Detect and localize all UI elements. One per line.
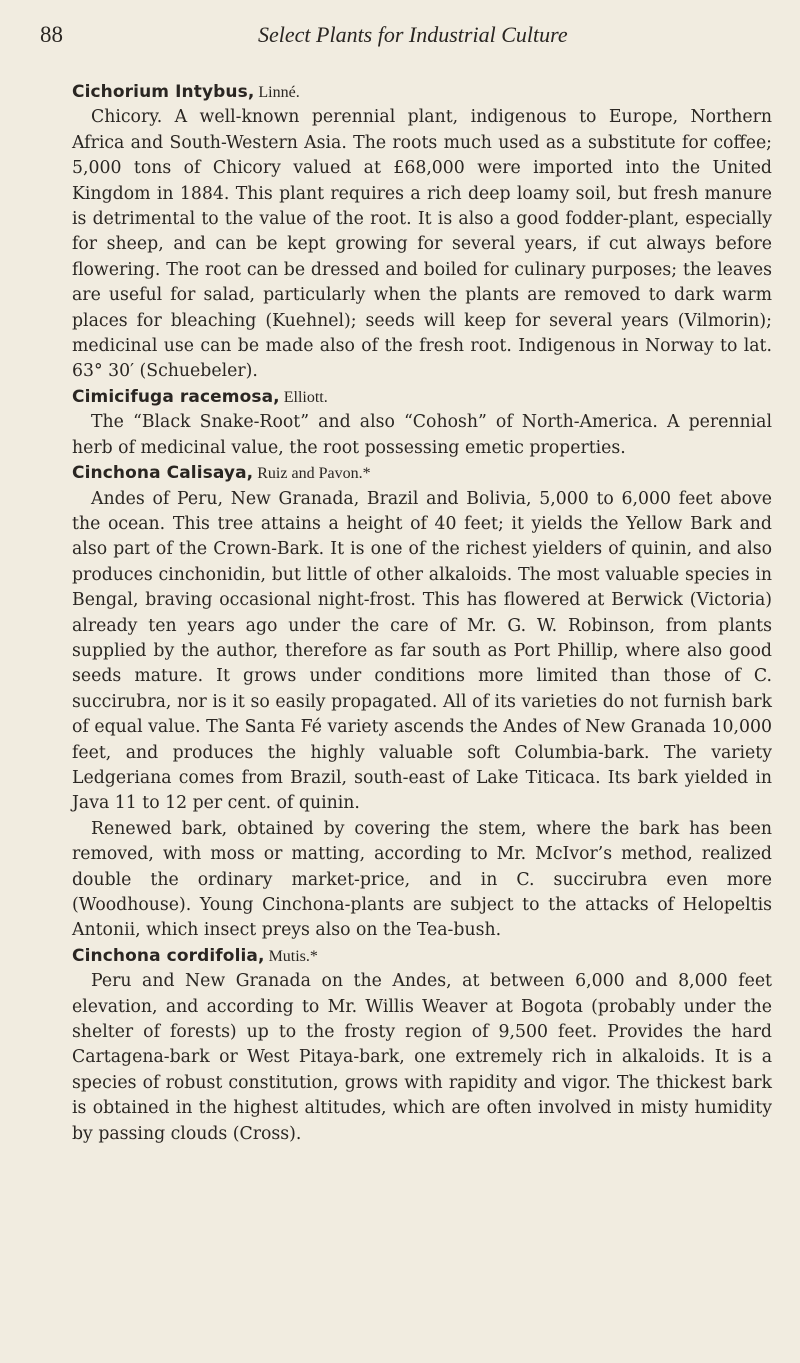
entry-cichorium-intybus (72, 80, 772, 385)
entry-heading (72, 80, 772, 105)
species-authority: Mutis.* (268, 947, 318, 965)
species-name: Cinchona Calisaya, (72, 463, 254, 484)
entry-heading (72, 385, 772, 410)
species-authority: Elliott. (283, 388, 328, 406)
entry-cinchona-calisaya (72, 461, 772, 944)
entry-paragraph: The “Black Snake-Root” and also “Cohosh” of North-America. A perennial herb of medicinal value, the root possessing emetic properties. (72, 412, 772, 458)
entry-heading (72, 461, 772, 486)
running-title: Select Plants for Industrial Culture (258, 22, 568, 47)
species-authority: Linné. (258, 84, 300, 101)
entry-heading (72, 944, 772, 969)
entry-cinchona-cordifolia (72, 944, 772, 1147)
entry-paragraph: Peru and New Granada on the Andes, at between 6,000 and 8,000 feet elevation, and according to Mr. Willis Weaver at Bogota (probably under the shelter of forests) up to the frosty region of 9,500 feet. Provides the hard Cartagena-bark or West Pitaya-bark, one extremely rich in alkaloids. It is a species of robust constitution, grows with rapidity and vigor. The thickest bark is obtained in the highest altitudes, which are often involved in misty humidity by passing clouds (Cross). (72, 971, 772, 1144)
entry-paragraph: Renewed bark, obtained by covering the stem, where the bark has been removed, with moss or matting, according to Mr. McIvor’s method, realized double the ordinary market-price, and in C. succirubra even more (Woodhouse). Young Cinchona-plants are subject to the attacks of Helopeltis Antonii, which insect preys also on the Tea-bush. (72, 818, 772, 941)
running-head (40, 22, 772, 58)
entry-cimicifuga-racemosa (72, 385, 772, 461)
species-name: Cinchona cordifolia, (72, 945, 265, 966)
species-name: Cimicifuga racemosa, (72, 386, 280, 407)
entry-paragraph: Chicory. A well-known perennial plant, indigenous to Europe, Northern Africa and South-Western Asia. The roots much used as a substitute for coffee; 5,000 tons of Chicory valued at £68,000 were imported into the United Kingdom in 1884. This plant requires a rich deep loamy soil, but fresh manure is detrimental to the value of the root. It is also a good fodder-plant, especially for sheep, and can be kept growing for several years, if cut always before flowering. The root can be dressed and boiled for culinary purposes; the leaves are useful for salad, particularly when the plants are removed to dark warm places for bleaching (Kuehnel); seeds will keep for several years (Vilmorin); medicinal use can be made also of the fresh root. Indigenous in Norway to lat. 63° 30′ (Schuebeler). (72, 107, 772, 382)
species-authority: Ruiz and Pavon.* (257, 465, 371, 483)
species-name: Cichorium Intybus, (72, 82, 255, 102)
entry-paragraph: Andes of Peru, New Granada, Brazil and Bolivia, 5,000 to 6,000 feet above the ocean. This tree attains a height of 40 feet; it yields the Yellow Bark and also part of the Crown-Bark. It is one of the richest yielders of quinin, and also produces cinchonidin, but little of other alkaloids. The most valuable species in Bengal, braving occasional night-frost. This has flowered at Berwick (Victoria) already ten years ago under the care of Mr. G. W. Robinson, from plants supplied by the author, therefore as far south as Port Phillip, where also good seeds mature. It grows under conditions more limited than those of C. succirubra, nor is it so easily propagated. All of its varieties do not furnish bark of equal value. The Santa Fé variety ascends the Andes of New Granada 10,000 feet, and produces the highly valuable soft Columbia-bark. The variety Ledgeriana comes from Brazil, south-east of Lake Titicaca. Its bark yielded in Java 11 to 12 per cent. of quinin. (72, 488, 772, 814)
page-number: 88 (40, 22, 63, 47)
